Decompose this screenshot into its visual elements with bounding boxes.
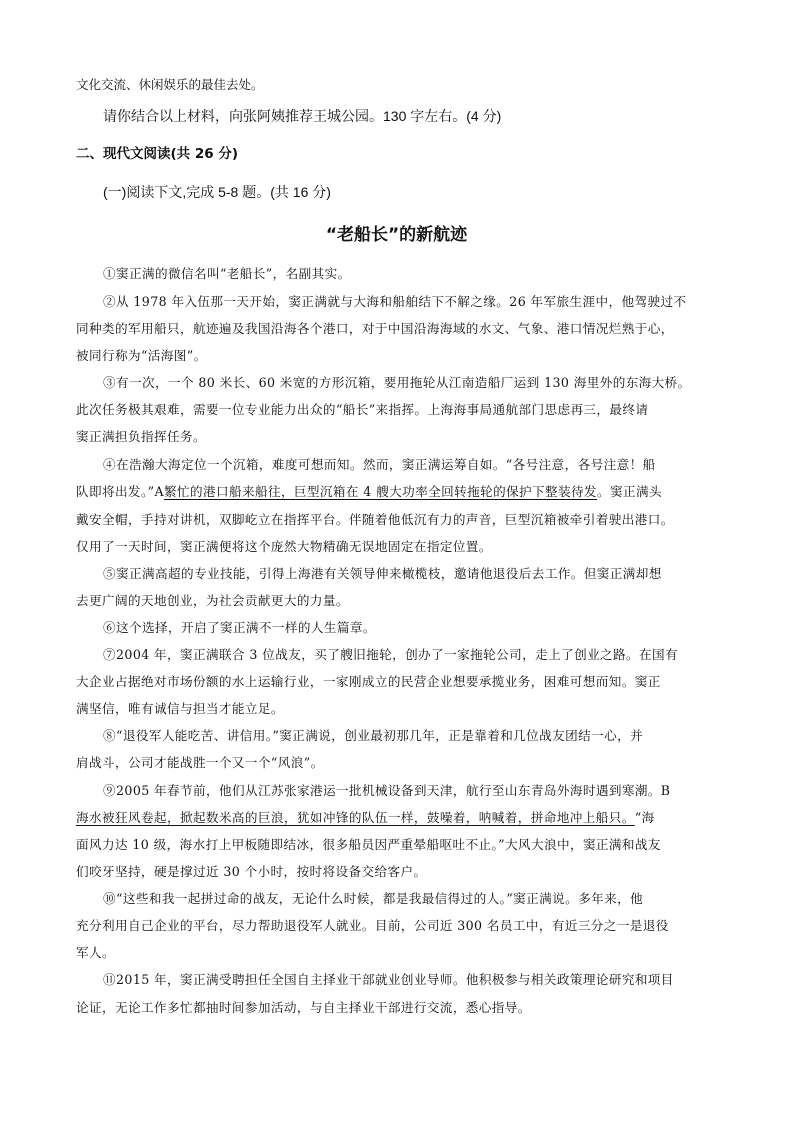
paragraph-2-line-2: 同种类的军用船只，航迹遍及我国沿海各个港口，对于中国沿海海域的水文、气象、港口情况烂熟于心， <box>76 321 674 336</box>
paragraph-1: ①窦正满的微信名叫“老船长”，名副其实。 <box>103 266 351 281</box>
paragraph-3-line-1: ③有一次，一个 80 米长、60 米宽的方形沉箱，要用拖轮从江南造船厂运到 130 海里外的东海大桥。 <box>103 375 691 390</box>
paragraph-3-line-2: 此次任务极其艰难，需要一位专业能力出众的“船长”来指挥。上海海事局通航部门思虑再三，最终请 <box>76 402 649 417</box>
paragraph-7-line-3: 满坚信，唯有诚信与担当才能立足。 <box>76 701 284 716</box>
paragraph-4-line-2-start: 队即将出发。”A <box>76 484 164 499</box>
paragraph-11-line-1: ⑪2015 年，窦正满受聘担任全国自主择业干部就业创业导师。他积极参与相关政策理论研究和项目 <box>103 972 674 987</box>
paragraph-3-line-3: 窦正满担负指挥任务。 <box>76 429 206 444</box>
sub-heading: (一)阅读下文,完成 5-8 题。(共 16 分) <box>103 184 331 200</box>
underlined-sentence-a: 繁忙的港口船来船往，巨型沉箱在 4 艘大功率全回转拖轮的保护下整装待发 <box>164 484 598 499</box>
paragraph-6: ⑥这个选择，开启了窦正满不一样的人生篇章。 <box>103 620 376 635</box>
paragraph-9-line-1: ⑨2005 年春节前，他们从江苏张家港运一批机械设备到天津，航行至山东青岛外海时遇到寒潮。B <box>103 783 671 798</box>
paragraph-9-line-2-end: “海 <box>634 810 655 825</box>
article-title: “老船长”的新航迹 <box>325 225 468 245</box>
underlined-sentence-b: 海水被狂风卷起，掀起数米高的巨浪，犹如冲锋的队伍一样，鼓噪着，呐喊着，拼命地冲上船只。 <box>76 810 635 825</box>
paragraph-8-line-2: 肩战斗，公司才能战胜一个又一个“风浪”。 <box>76 755 324 770</box>
paragraph-7-line-2: 大企业占据绝对市场份额的水上运输行业，一家刚成立的民营企业想要承揽业务，困难可想而知。窦正 <box>76 674 661 689</box>
paragraph-2-line-1: ②从 1978 年入伍那一天开始，窦正满就与大海和船舶结下不解之缘。26 年军旅生涯中，他驾驶过不 <box>103 294 687 309</box>
paragraph-11-line-2: 论证，无论工作多忙都抽时间参加活动，与自主择业干部进行交流，悉心指导。 <box>76 1000 531 1015</box>
paragraph-5-line-2: 去更广阔的天地创业，为社会贡献更大的力量。 <box>76 593 349 608</box>
paragraph-7-line-1: ⑦2004 年，窦正满联合 3 位战友，买了艘旧拖轮，创办了一家拖轮公司，走上了创业之路。在国有 <box>103 647 679 662</box>
paragraph-4-line-3: 戴安全帽，手持对讲机，双脚屹立在指挥平台。伴随着他低沉有力的声音，巨型沉箱被牵引着驶出港口。 <box>76 512 674 527</box>
paragraph-9-line-3: 面风力达 10 级，海水打上甲板随即结冰，很多船员因严重晕船呕吐不止。”大风大浪中，窦正满和战友 <box>76 837 661 852</box>
paragraph-9-line-4: 们咬牙坚持，硬是撑过近 30 个小时，按时将设备交给客户。 <box>76 864 427 879</box>
writing-prompt: 请你结合以上材料，向张阿姨推荐王城公园。130 字左右。(4 分) <box>103 108 502 124</box>
paragraph-4-line-4: 仅用了一天时间，窦正满便将这个庞然大物精确无误地固定在指定位置。 <box>76 539 492 554</box>
paragraph-2-line-3: 被同行称为“活海图”。 <box>76 348 207 363</box>
section-heading: 二、现代文阅读(共 26 分) <box>76 146 239 162</box>
paragraph-9-line-2 <box>76 809 655 827</box>
paragraph-4-line-1: ④在浩瀚大海定位一个沉箱，难度可想而知。然而，窦正满运筹自如。“各号注意，各号注意！船 <box>103 457 656 472</box>
paragraph-5-line-1: ⑤窦正满高超的专业技能，引得上海港有关领导伸来橄榄枝，邀请他退役后去工作。但窦正满却想 <box>103 566 662 581</box>
paragraph-4-line-2 <box>76 483 662 501</box>
paragraph-4-line-2-end: 。窦正满头 <box>597 484 662 499</box>
paragraph-10-line-1: ⑩“这些和我一起拼过命的战友，无论什么时候，都是我最信得过的人。”窦正满说。多年来，他 <box>103 891 644 906</box>
paragraph-10-line-2: 充分利用自己企业的平台，尽力帮助退役军人就业。目前，公司近 300 名员工中，有近三分之一是退役 <box>76 918 669 933</box>
paragraph-10-line-3: 军人。 <box>76 945 115 960</box>
intro-tail-line: 文化交流、休闲娱乐的最佳去处。 <box>76 77 264 92</box>
paragraph-8-line-1: ⑧“退役军人能吃苦、讲信用。”窦正满说，创业最初那几年，正是靠着和几位战友团结一心，并 <box>103 728 644 743</box>
